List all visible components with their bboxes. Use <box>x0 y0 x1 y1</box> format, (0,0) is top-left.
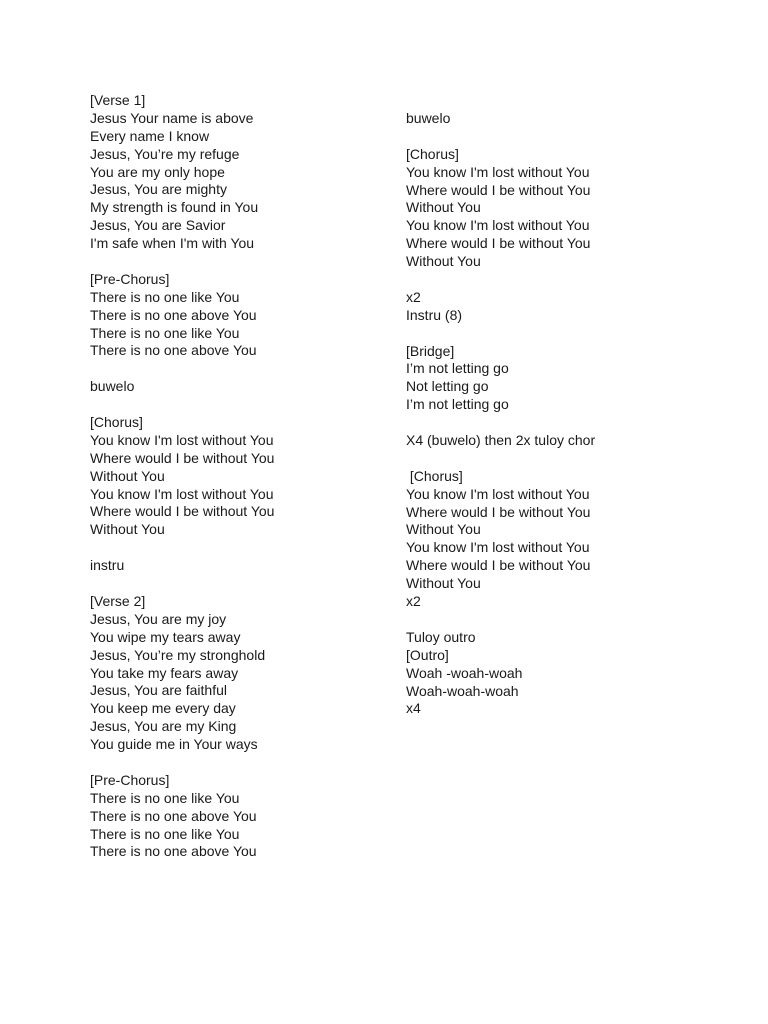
lyric-line: buwelo <box>90 378 135 395</box>
lyric-line: You know I'm lost without You <box>406 539 590 556</box>
lyric-line: Jesus Your name is above <box>90 109 254 126</box>
lyric-line: Tuloy outro <box>406 628 476 645</box>
right-lyrics-column <box>406 110 706 718</box>
left-lyrics-column <box>90 92 390 861</box>
section-heading: [Chorus] <box>406 467 463 484</box>
lyric-line: There is no one like You <box>90 324 240 341</box>
lyric-line: There is no one like You <box>90 288 240 305</box>
lyric-line: Not letting go <box>406 378 489 395</box>
lyric-line: Jesus, You are my King <box>90 718 237 735</box>
lyric-line: x4 <box>406 700 421 717</box>
lyric-line: Jesus, You are Savior <box>90 217 226 234</box>
blank-line <box>406 271 706 289</box>
lyric-line: I’m not letting go <box>406 396 509 413</box>
blank-line <box>90 360 390 378</box>
blank-line <box>90 754 390 772</box>
lyric-line: You take my fears away <box>90 664 239 681</box>
lyric-line: Without You <box>406 575 481 592</box>
lyric-line: Without You <box>90 467 165 484</box>
lyric-line: You wipe my tears away <box>90 628 241 645</box>
lyric-line: Where would I be without You <box>406 181 591 198</box>
blank-line <box>90 575 390 593</box>
blank-line <box>406 325 706 343</box>
lyric-line: Woah -woah-woah <box>406 664 523 681</box>
section-heading: [Pre-Chorus] <box>90 270 170 287</box>
lyric-line: There is no one above You <box>90 843 257 860</box>
lyric-line: My strength is found in You <box>90 199 259 216</box>
lyric-line: Where would I be without You <box>90 503 275 520</box>
blank-line <box>406 611 706 629</box>
lyric-line: Jesus, You are faithful <box>90 682 227 699</box>
lyric-line: Without You <box>406 521 481 538</box>
lyric-line: Without You <box>90 521 165 538</box>
lyric-line: You keep me every day <box>90 700 236 717</box>
lyric-line: There is no one above You <box>90 807 257 824</box>
lyric-line: I'm safe when I'm with You <box>90 235 255 252</box>
lyric-line: You guide me in Your ways <box>90 736 258 753</box>
section-heading: [Pre-Chorus] <box>90 771 170 788</box>
lyric-line: Woah-woah-woah <box>406 682 519 699</box>
blank-line <box>90 396 390 414</box>
lyric-line: Where would I be without You <box>406 235 591 252</box>
lyric-line: instru <box>90 557 125 574</box>
blank-line <box>90 253 390 271</box>
lyric-line: You know I'm lost without You <box>406 485 590 502</box>
lyric-line: Where would I be without You <box>90 449 275 466</box>
lyric-line: I’m not letting go <box>406 360 509 377</box>
lyric-line: X4 (buwelo) then 2x tuloy chor <box>406 432 596 449</box>
blank-line <box>406 128 706 146</box>
lyric-line: Without You <box>406 199 481 216</box>
lyric-line: Without You <box>406 253 481 270</box>
lyric-line: Instru (8) <box>406 306 463 323</box>
lyric-line: Jesus, You are my joy <box>90 610 227 627</box>
blank-line <box>90 539 390 557</box>
lyric-line: You know I'm lost without You <box>90 431 274 448</box>
lyric-line: Every name I know <box>90 127 210 144</box>
section-heading: [Verse 2] <box>90 592 146 609</box>
lyric-line: buwelo <box>406 110 451 126</box>
lyric-line: There is no one like You <box>90 789 240 806</box>
lyric-line: There is no one above You <box>90 342 257 359</box>
lyric-line: Jesus, You’re my refuge <box>90 145 240 162</box>
lyric-line: Where would I be without You <box>406 557 591 574</box>
lyric-line: There is no one above You <box>90 306 257 323</box>
section-heading: [Verse 1] <box>90 92 146 108</box>
lyric-line: Jesus, You are mighty <box>90 181 227 198</box>
lyric-line: x2 <box>406 288 421 305</box>
lyric-line: There is no one like You <box>90 825 240 842</box>
lyric-line: You know I'm lost without You <box>406 217 590 234</box>
lyric-line: You are my only hope <box>90 163 225 180</box>
section-heading: [Chorus] <box>90 414 143 431</box>
section-heading: [Chorus] <box>406 145 459 162</box>
lyric-line: You know I'm lost without You <box>90 485 274 502</box>
lyric-line: Where would I be without You <box>406 503 591 520</box>
blank-line <box>406 414 706 432</box>
lyric-line: x2 <box>406 593 421 610</box>
lyric-line: Jesus, You’re my stronghold <box>90 646 266 663</box>
section-heading: [Outro] <box>406 646 449 663</box>
blank-line <box>406 450 706 468</box>
section-heading: [Bridge] <box>406 342 455 359</box>
lyric-line: You know I'm lost without You <box>406 163 590 180</box>
